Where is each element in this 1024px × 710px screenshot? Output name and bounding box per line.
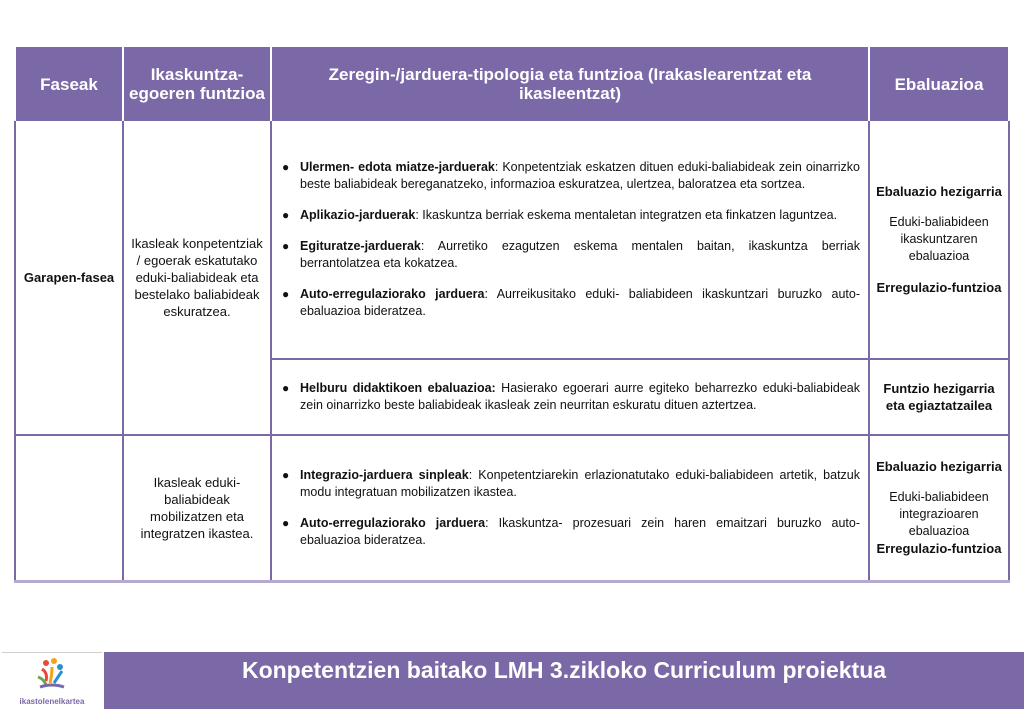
- task-list-2: [278, 380, 860, 414]
- curriculum-table: [14, 47, 1010, 583]
- eval-desc: Eduki-baliabideen integrazioaren ebaluazioa: [889, 490, 989, 539]
- header-evaluation: Ebaluazioa: [869, 47, 1009, 121]
- evaluation-cell-3: [869, 435, 1009, 581]
- tasks-cell-1: [271, 121, 869, 359]
- task-text: : Ikaskuntza berriak eskema mentaletan integratzen eta finkatzen laguntzea.: [415, 208, 838, 222]
- task-text: : Konpetentziarekin erlazionatutako eduki-baliabideen artetik, batzuk modu integratuan mobilizatzen ikastea.: [300, 467, 860, 499]
- task-text: : Konpetentziak eskatzen dituen eduki-baliabideak zein oinarrizko beste baliabideak bereganatzeko, informazioa eskuratzea, ulertzea, baloratzea eta sortzea.: [300, 160, 861, 191]
- list-item: [278, 380, 860, 414]
- header-function: Ikaskuntza-egoeren funtzioa: [123, 47, 271, 121]
- tasks-cell-3: [271, 435, 869, 581]
- task-text: : Aurreikusitako eduki- baliabideen ikaskuntzari buruzko auto-ebaluazioa bideratzea.: [300, 287, 861, 318]
- task-term: Auto-erregulaziorako jarduera: [300, 287, 485, 301]
- phase-cell: Garapen-fasea: [15, 121, 123, 435]
- eval-title: Ebaluazio hezigarria: [876, 184, 1002, 199]
- task-term: Ulermen- edota miatze-jarduerak: [300, 160, 495, 174]
- eval-subtitle: Erregulazio-funtzioa: [876, 280, 1002, 295]
- list-item: [278, 238, 860, 272]
- list-item: [278, 286, 860, 320]
- tasks-cell-2: [271, 359, 869, 435]
- function-cell-1: Ikasleak konpetentziak / egoerak eskatutako eduki-baliabideak eta bestelako baliabideak eskuratzea.: [123, 121, 271, 435]
- bullet-icon: ●: [282, 208, 290, 222]
- task-term: Auto-erregulaziorako jarduera: [300, 515, 486, 530]
- bullet-icon: ●: [282, 515, 290, 530]
- list-item: [278, 467, 860, 501]
- list-item: [278, 515, 860, 549]
- eval-title: Ebaluazio hezigarria: [876, 459, 1002, 475]
- table-row: [15, 121, 1009, 359]
- task-term: Egituratze-jarduerak: [300, 239, 421, 253]
- eval-title: Funtzio hezigarria eta egiaztatzailea: [883, 381, 995, 413]
- header-tasks: Zeregin-/jarduera-tipologia eta funtzioa (Irakaslearentzat eta ikasleentzat): [271, 47, 869, 121]
- bullet-icon: ●: [282, 381, 290, 395]
- footer-title: Konpetentzien baitako LMH 3.zikloko Curriculum proiektua: [241, 657, 887, 683]
- task-list-3: [278, 467, 860, 549]
- eval-desc: Eduki-baliabideen ikaskuntzaren ebaluazioa: [889, 215, 989, 263]
- bullet-icon: ●: [282, 287, 290, 301]
- evaluation-cell-2: [869, 359, 1009, 435]
- bullet-icon: ●: [282, 467, 290, 482]
- logo: [2, 652, 102, 710]
- ikastolen-elkartea-logo-icon: [2, 653, 102, 697]
- phase-cell-empty: [15, 435, 123, 581]
- table-row: [15, 435, 1009, 581]
- curriculum-table-container: [14, 47, 1008, 583]
- logo-text: ikastolenelkartea: [19, 697, 85, 706]
- task-term: Aplikazio-jarduerak: [300, 208, 416, 222]
- function-cell-2: Ikasleak eduki-baliabideak mobilizatzen eta integratzen ikastea.: [123, 435, 271, 581]
- task-list-1: [278, 159, 860, 320]
- eval-subtitle: Erregulazio-funtzioa: [876, 541, 1002, 557]
- task-term: Integrazio-jarduera sinpleak: [300, 467, 469, 482]
- task-text: : Aurretiko ezagutzen eskema mentalen baitan, ikaskuntza berriak berrantolatzea eta kokatzea.: [300, 239, 860, 270]
- bullet-icon: ●: [282, 239, 290, 253]
- footer-bar: [104, 652, 1024, 709]
- task-text: Hasierako egoerari aurre egiteko beharrezko eduki-baliabideak zein oinarrizko beste baliabideak ikasleak zein neurritan eskuratu dituen aztertzea.: [300, 381, 860, 412]
- list-item: [278, 207, 860, 224]
- evaluation-cell-1: [869, 121, 1009, 359]
- header-phase: Faseak: [15, 47, 123, 121]
- task-text: : Ikaskuntza- prozesuari zein haren emaitzari buruzko auto-ebaluazioa bideratzea.: [300, 515, 860, 547]
- table-header-row: [15, 47, 1009, 121]
- bullet-icon: ●: [282, 160, 290, 174]
- list-item: [278, 159, 860, 193]
- task-term: Helburu didaktikoen ebaluazioa:: [300, 381, 496, 395]
